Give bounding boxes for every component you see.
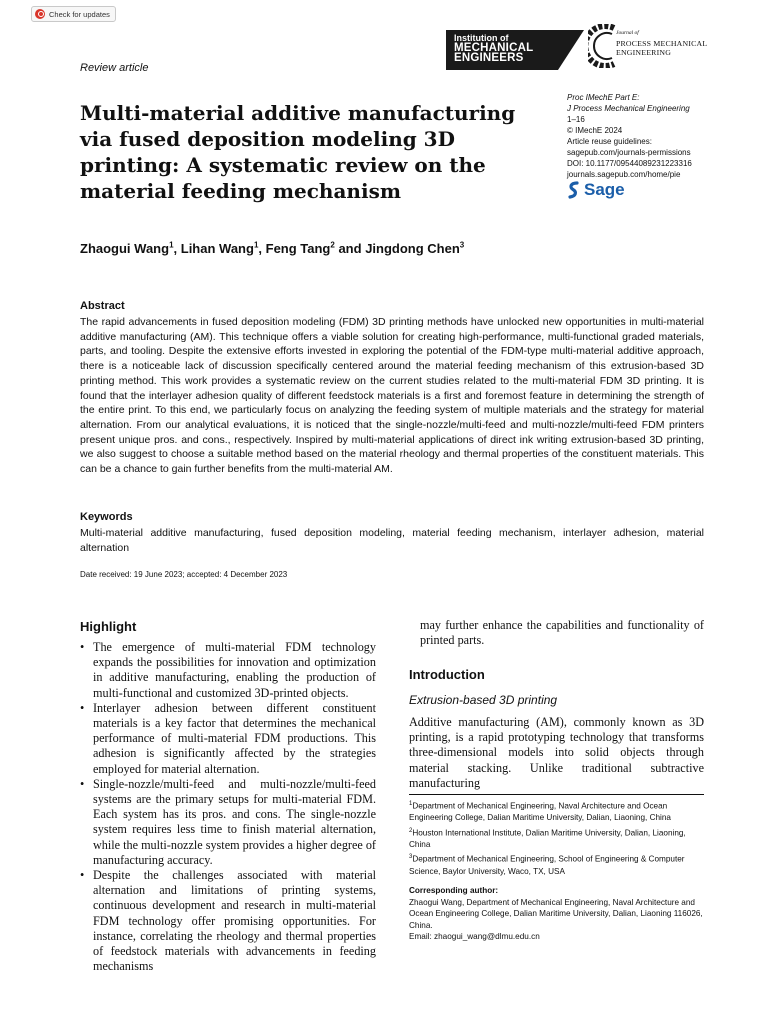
meta-journal-part: Proc IMechE Part E: xyxy=(567,93,640,102)
imeche-logo xyxy=(446,30,584,70)
meta-copyright: © IMechE 2024 xyxy=(567,126,623,135)
check-for-updates-button[interactable] xyxy=(31,6,116,22)
journal-logo-line-1: PROCESS MECHANICAL xyxy=(616,39,708,48)
logo-line-2: MECHANICAL xyxy=(454,42,534,54)
introduction-heading: Introduction xyxy=(409,667,485,682)
journal-logo xyxy=(588,22,708,72)
footnote: $^3$Department of Mechanical Engineering, School of Engineering & Computer Science, Baylor University, Waco, TX, USA xyxy=(409,854,685,876)
paper-title: Multi-material additive manufacturing via fused deposition modeling 3D printing: A systematic review on the material feeding mechanism xyxy=(80,101,516,203)
highlight-item: • Interlayer adhesion between different constituent materials is a key factor that determines the mechanical performance of multi-material FDM productions. This adhesion is significantly affected by the strategies employed for material alternation. xyxy=(80,701,376,777)
sage-icon xyxy=(567,181,581,199)
meta-journal-link[interactable]: journals.sagepub.com/home/pie xyxy=(567,170,681,179)
keywords-text: Multi-material additive manufacturing, fused deposition modeling, material feeding mechanism, interlayer adhesion, material alternation xyxy=(80,527,704,554)
logo-line-1: Institution of xyxy=(454,33,509,43)
meta-journal-name: J Process Mechanical Engineering xyxy=(567,104,690,113)
highlight-item: • Despite the challenges associated with material alternation and limitations of printing systems, continuous development and research in multi-material FDM technology offer promising opportunities. For instance, correlating the rheology and thermal properties of feedstock materials with advancements in feeding mechanisms xyxy=(80,868,376,974)
footnote-divider xyxy=(409,794,704,795)
footnotes xyxy=(409,799,707,943)
highlight-item: • The emergence of multi-material FDM technology expands the possibilities for innovation and optimization in additive manufacturing, enabling the production of multi-functional and customized 3D-printed objects. xyxy=(80,640,376,701)
highlight-list xyxy=(80,640,376,974)
corresponding-email[interactable]: Email: zhaogui_wang@dlmu.edu.cn xyxy=(409,932,540,942)
abstract-heading: Abstract xyxy=(80,300,125,312)
check-updates-label: Check for updates xyxy=(49,9,110,19)
author: Lihan Wang$^1$, xyxy=(180,241,266,257)
meta-reuse: Article reuse guidelines: xyxy=(567,137,652,146)
update-icon xyxy=(35,9,45,19)
author: Jingdong Chen$^3$ xyxy=(365,241,465,257)
keywords-heading: Keywords xyxy=(80,511,133,523)
author: Zhaogui Wang$^1$, xyxy=(80,241,181,257)
author-list xyxy=(80,241,464,256)
meta-doi[interactable]: DOI: 10.1177/09544089231223316 xyxy=(567,159,692,168)
gear-icon xyxy=(588,24,618,68)
introduction-subheading: Extrusion-based 3D printing xyxy=(409,693,558,707)
journal-logo-line-2: ENGINEERING xyxy=(616,48,672,57)
footnote: $^1$Department of Mechanical Engineering, Naval Architecture and Ocean Engineering College, Dalian Maritime University, Dalian, Liaoning, China xyxy=(409,801,671,823)
footnote: $^2$Houston International Institute, Dalian Maritime University, Dalian, Liaoning, China xyxy=(409,827,686,849)
corresponding-address: Zhaogui Wang, Department of Mechanical Engineering, Naval Architecture and Ocean Engineering College, Dalian Maritime University, Dalian, Liaoning 116026, China. xyxy=(409,897,703,930)
meta-pages: 1–16 xyxy=(567,115,585,124)
article-type: Review article xyxy=(80,62,149,74)
corresponding-author xyxy=(409,885,707,943)
journal-logo-small: Journal of xyxy=(616,30,639,36)
abstract-text: The rapid advancements in fused deposition modeling (FDM) 3D printing methods have unlocked new opportunities in multi-material additive manufacturing (AM). This technique offers a viable solution for creating high-performance, multi-functional graded materials, parts, and tooling. Despite the extensive efforts invested in exploring the potential of the FDM-type multi-material additive approach, there is a noticeable lack of discussion specifically centered around the material feeding mechanism of this extrusion-based 3D printing method. This work provides a systematic review on the current studies related to the multi-material FDM 3D printing. It is found that the interlayer adhesion quality of different feedstock materials is a first and foremost feature in determining the strength of the entire print. To this end, we particularly focus on analyzing the feeding system of multiple materials and the strategy for material alternation. From our analytical evaluations, it is noticed that the single-nozzle/multi-feed and multi-nozzle/multi-feed FDM printers present unique pros. and cons., respectively. Inspired by multi-material applications of direct ink writing extrusion-based 3D printing, we also suggest to choose a suitable method based on the material rheology and thermal properties of the constituent materials. This can be a chance to gain further benefits from the multi-material AM. xyxy=(80,316,704,476)
meta-permissions-link[interactable]: sagepub.com/journals-permissions xyxy=(567,148,691,157)
author: Feng Tang$^2$ and xyxy=(265,241,366,257)
highlight-item: • Single-nozzle/multi-feed and multi-nozzle/multi-feed systems are the primary setups for multi-material FDM. Each system has its pros. and cons. The single-nozzle system requires less time to finish material alternation, while the multi-nozzle system provides a higher degree of manufacturing accuracy. xyxy=(80,777,376,868)
logo-line-3: ENGINEERS xyxy=(454,52,524,64)
highlight-continuation: may further enhance the capabilities and functionality of printed parts. xyxy=(420,618,704,648)
sage-label: Sage xyxy=(584,180,625,199)
date-received: Date received: 19 June 2023; accepted: 4 December 2023 xyxy=(80,570,288,579)
sage-logo xyxy=(567,180,625,200)
highlight-heading: Highlight xyxy=(80,619,137,634)
journal-meta xyxy=(567,92,717,180)
introduction-text: Additive manufacturing (AM), commonly known as 3D printing, is a rapid prototyping technology that transforms three-dimensional models into solid objects through material stacking. Unlike traditional subtractive manufacturing xyxy=(409,715,704,790)
corresponding-heading: Corresponding author: xyxy=(409,886,499,896)
